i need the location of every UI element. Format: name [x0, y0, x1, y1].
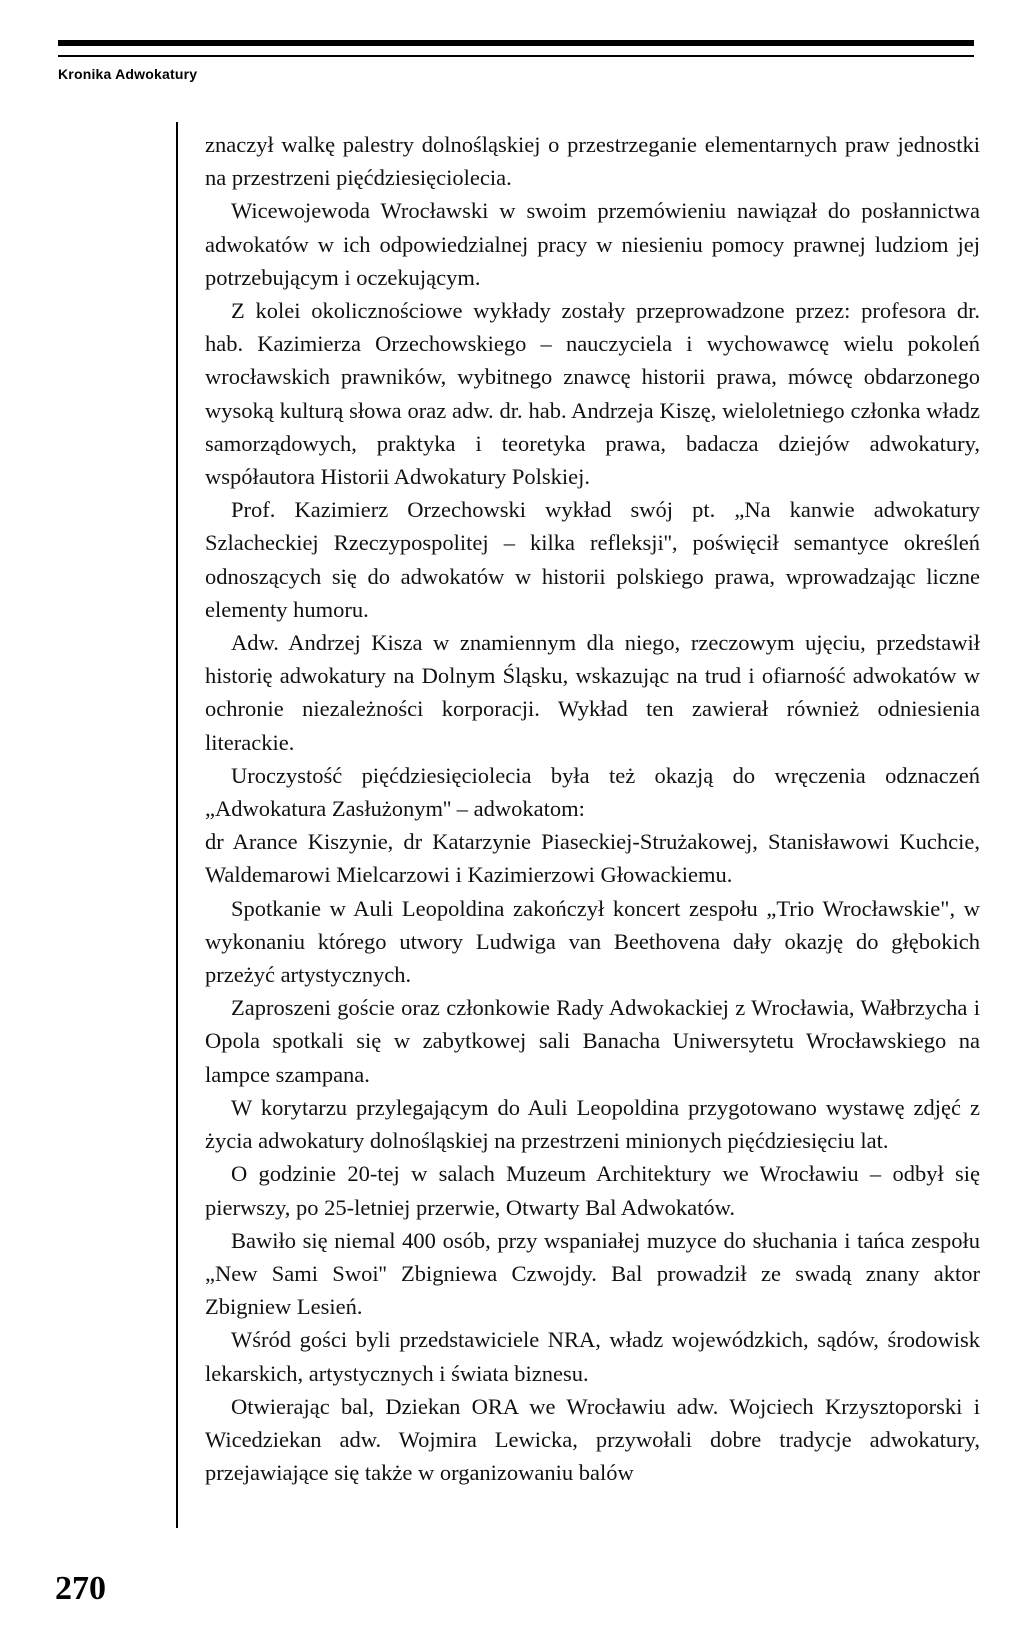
running-title: Kronika Adwokatury	[58, 66, 198, 82]
paragraph: Prof. Kazimierz Orzechowski wykład swój pt. „Na kanwie adwokatury Szlacheckiej Rzeczypospolitej – kilka refleksji'', poświęcił semantyce określeń odnoszących się do adwokatów w historii polskiego prawa, wprowadzając liczne elementy humoru.	[205, 497, 980, 622]
paragraph: znaczył walkę palestry dolnośląskiej o przestrzeganie elementarnych praw jednostki na przestrzeni pięćdziesięciolecia.	[205, 132, 980, 191]
paragraph: Z kolei okolicznościowe wykłady zostały przeprowadzone przez: profesora dr. hab. Kazimierza Orzechowskiego – nauczyciela i wychowawcę wielu pokoleń wrocławskich prawników, wybitnego znawcę historii prawa, mówcę obdarzonego wysoką kulturą słowa oraz adw. dr. hab. Andrzeja Kiszę, wieloletniego członka władz samorządowych, praktyka i teoretyka prawa, badacza dziejów adwokatury, współautora Historii Adwokatury Polskiej.	[205, 298, 980, 490]
paragraph: Wśród gości byli przedstawiciele NRA, władz wojewódzkich, sądów, środowisk lekarskich, artystycznych i świata biznesu.	[205, 1327, 980, 1386]
paragraph: Adw. Andrzej Kisza w znamiennym dla niego, rzeczowym ujęciu, przedstawił historię adwokatury na Dolnym Śląsku, wskazując na trud i ofiarność adwokatów w ochronie niezależności korporacji. Wykład ten zawierał również odniesienia literackie.	[205, 630, 980, 755]
paragraph: W korytarzu przylegającym do Auli Leopoldina przygotowano wystawę zdjęć z życia adwokatury dolnośląskiej na przestrzeni minionych pięćdziesięciu lat.	[205, 1094, 980, 1154]
paragraph: Bawiło się niemal 400 osób, przy wspaniałej muzyce do słuchania i tańca zespołu „New Sami Swoi'' Zbigniewa Czwojdy. Bal prowadził ze swadą znany aktor Zbigniew Lesień.	[205, 1227, 980, 1320]
paragraph: dr Arance Kiszynie, dr Katarzynie Piaseckiej-Strużakowej, Stanisławowi Kuchcie, Waldemarowi Mielcarzowi i Kazimierzowi Głowackiemu.	[205, 829, 980, 888]
header-rule-thick	[58, 40, 974, 46]
paragraph: Spotkanie w Auli Leopoldina zakończył koncert zespołu „Trio Wrocławskie", w wykonaniu którego utwory Ludwiga van Beethovena dały okazję do głębokich przeżyć artystycznych.	[205, 895, 980, 988]
page-number: 270	[55, 1570, 106, 1607]
paragraph: Wicewojewoda Wrocławski w swoim przemówieniu nawiązał do posłannictwa adwokatów w ich odpowiedzialnej pracy w niesieniu pomocy prawnej ludziom jej potrzebującym i oczekującym.	[205, 198, 980, 290]
paragraph: Zaproszeni goście oraz członkowie Rady Adwokackiej z Wrocławia, Wałbrzycha i Opola spotkali się w zabytkowej sali Banacha Uniwersytetu Wrocławskiego na lampce szampana.	[205, 995, 980, 1087]
paragraph: O godzinie 20-tej w salach Muzeum Architektury we Wrocławiu – odbył się pierwszy, po 25-letniej przerwie, Otwarty Bal Adwokatów.	[205, 1161, 980, 1220]
article-body	[205, 128, 980, 1489]
paragraph: Otwierając bal, Dziekan ORA we Wrocławiu adw. Wojciech Krzysztoporski i Wicedziekan adw. Wojmira Lewicka, przywołali dobre tradycje adwokatury, przejawiające się także w organizowaniu balów	[205, 1393, 980, 1486]
header-rule-thin	[58, 55, 974, 57]
paragraph: Uroczystość pięćdziesięciolecia była też okazją do wręczenia odznaczeń „Adwokatura Zasłużonym'' – adwokatom:	[205, 762, 980, 822]
margin-rule	[176, 122, 178, 1528]
